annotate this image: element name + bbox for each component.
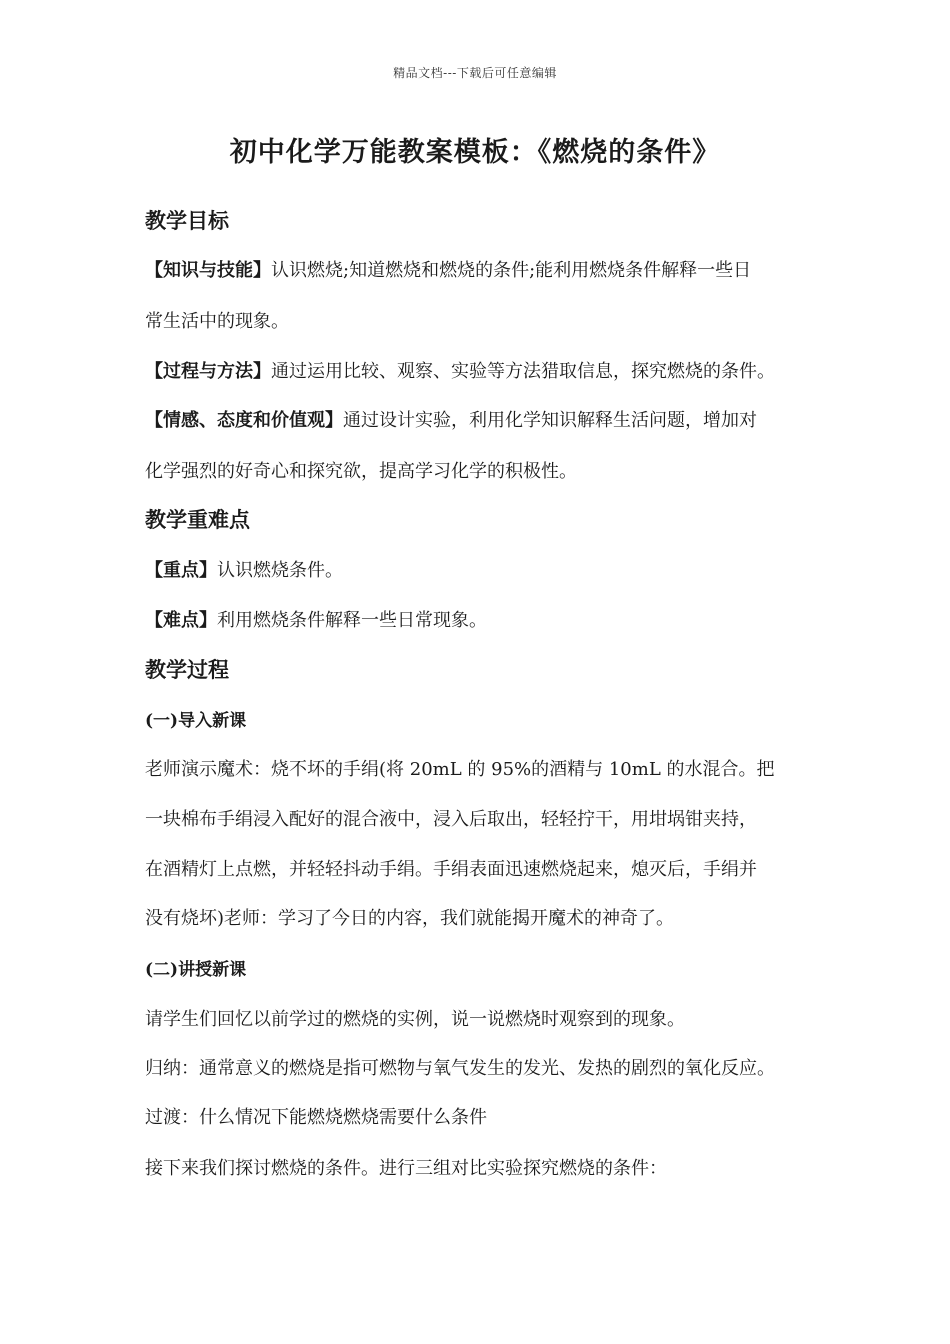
paragraph-knowledge	[145, 258, 751, 284]
text-lecture-4: 接下来我们探讨燃烧的条件。进行三组对比实验探究燃烧的条件：	[145, 1158, 667, 1179]
section-heading-goals: 教学目标	[145, 208, 229, 233]
text-difficult: 利用燃烧条件解释一些日常现象。	[217, 610, 487, 631]
label-knowledge: 【知识与技能】	[145, 260, 271, 281]
document-title: 初中化学万能教案模板：《燃烧的条件》	[229, 137, 721, 168]
text-intro-3: 在酒精灯上点燃，并轻轻抖动手绢。手绢表面迅速燃烧起来，熄灭后，手绢并	[145, 859, 757, 880]
page-header: 精品文档---下载后可任意编辑	[393, 66, 557, 80]
text-emotion-2: 化学强烈的好奇心和探究欲，提高学习化学的积极性。	[145, 461, 577, 482]
text-lecture-3: 过渡：什么情况下能燃烧燃烧需要什么条件	[145, 1107, 487, 1128]
paragraph-key	[145, 558, 343, 584]
text-process-method: 通过运用比较、观察、实验等方法猎取信息，探究燃烧的条件。	[271, 361, 775, 382]
section-heading-process: 教学过程	[145, 657, 229, 682]
label-process-method: 【过程与方法】	[145, 361, 271, 382]
section-heading-keypoints: 教学重难点	[145, 507, 250, 532]
label-emotion: 【情感、态度和价值观】	[145, 410, 343, 431]
text-intro-2: 一块棉布手绢浸入配好的混合液中，浸入后取出，轻轻拧干，用坩埚钳夹持，	[145, 809, 757, 830]
text-emotion-1: 通过设计实验，利用化学知识解释生活问题，增加对	[343, 410, 757, 431]
subheading-intro: (一)导入新课	[145, 711, 247, 731]
text-lecture-1: 请学生们回忆以前学过的燃烧的实例，说一说燃烧时观察到的现象。	[145, 1009, 685, 1030]
text-lecture-2: 归纳：通常意义的燃烧是指可燃物与氧气发生的发光、发热的剧烈的氧化反应。	[145, 1058, 775, 1079]
text-key: 认识燃烧条件。	[217, 560, 343, 581]
text-intro-1: 老师演示魔术：烧不坏的手绢(将 20mL 的 95%的酒精与 10mL 的水混合。把	[145, 759, 775, 780]
text-intro-4: 没有烧坏)老师：学习了今日的内容，我们就能揭开魔术的神奇了。	[145, 908, 675, 929]
label-difficult: 【难点】	[145, 610, 217, 631]
label-key: 【重点】	[145, 560, 217, 581]
text-knowledge-1: 认识燃烧;知道燃烧和燃烧的条件;能利用燃烧条件解释一些日	[271, 260, 752, 281]
paragraph-difficult	[145, 608, 487, 634]
text-knowledge-2: 常生活中的现象。	[145, 311, 289, 332]
paragraph-emotion	[145, 408, 757, 434]
subheading-lecture: (二)讲授新课	[145, 960, 247, 980]
paragraph-process-method	[145, 359, 775, 385]
